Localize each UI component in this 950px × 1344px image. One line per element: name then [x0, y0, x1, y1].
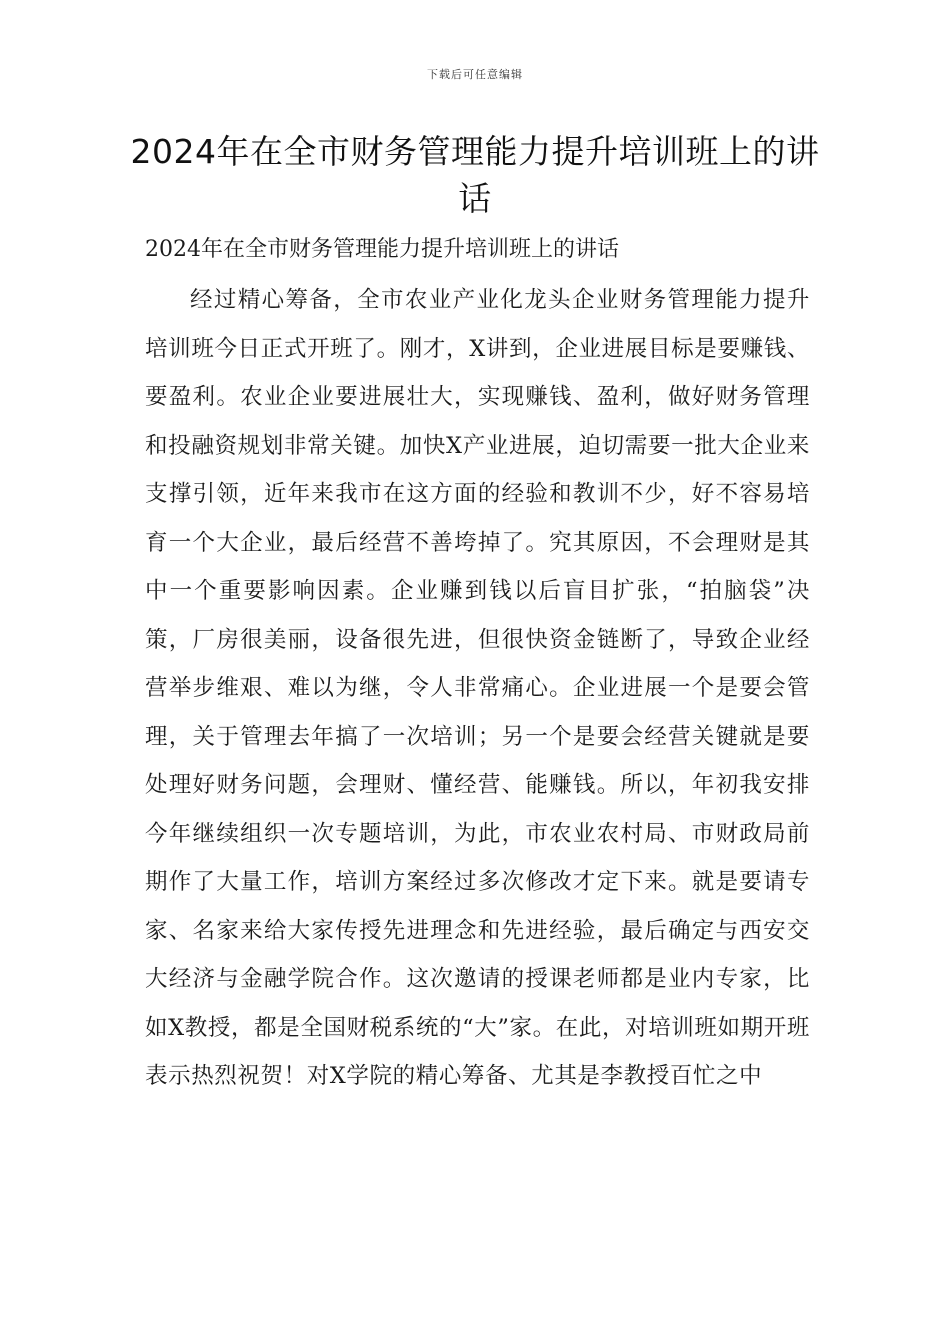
header-note: 下载后可任意编辑	[427, 68, 523, 81]
document-subtitle: 2024年在全市财务管理能力提升培训班上的讲话	[145, 237, 619, 262]
document-title: 2024年在全市财务管理能力提升培训班上的讲话	[130, 132, 820, 218]
body-paragraph: 经过精心筹备，全市农业产业化龙头企业财务管理能力提升培训班今日正式开班了。刚才，X讲到，企业进展目标是要赚钱、要盈利。农业企业要进展壮大，实现赚钱、盈利，做好财务管理和投融资规划非常关键。加快X产业进展，迫切需要一批大企业来支撑引领，近年来我市在这方面的经验和教训不少，好不容易培育一个大企业，最后经营不善垮掉了。究其原因，不会理财是其中一个重要影响因素。企业赚到钱以后盲目扩张，“拍脑袋”决策，厂房很美丽，设备很先进，但很快资金链断了，导致企业经营举步维艰、难以为继，令人非常痛心。企业进展一个是要会管理，关于管理去年搞了一次培训；另一个是要会经营关键就是要处理好财务问题，会理财、懂经营、能赚钱。所以，年初我安排今年继续组织一次专题培训，为此，市农业农村局、市财政局前期作了大量工作，培训方案经过多次修改才定下来。就是要请专家、名家来给大家传授先进理念和先进经验，最后确定与西安交大经济与金融学院合作。这次邀请的授课老师都是业内专家，比如X教授，都是全国财税系统的“大”家。在此，对培训班如期开班表示热烈祝贺！对X学院的精心筹备、尤其是李教授百忙之中	[145, 287, 810, 1089]
